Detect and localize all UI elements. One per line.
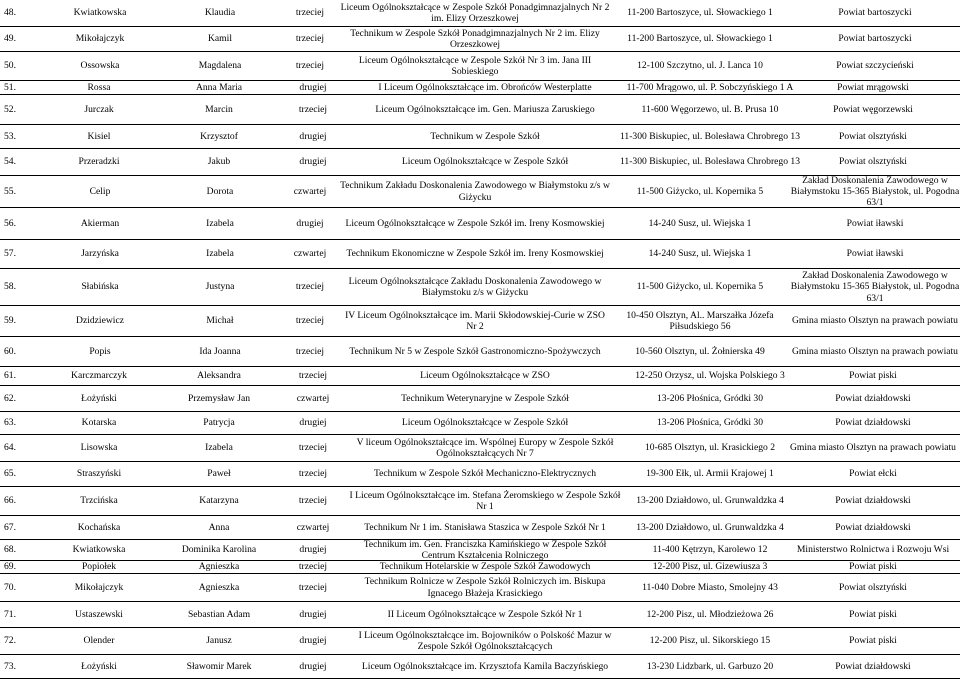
class-level-cell: drugiej: [299, 608, 327, 620]
surname-cell: Łożyński: [81, 392, 117, 404]
school-address-cell: 11-600 Węgorzewo, ul. B. Prusa 10: [641, 103, 779, 115]
first-name-cell: Jakub: [207, 156, 231, 168]
school-name-cell: Liceum Ogólnokształcące Zakładu Doskonalenia Zawodowego w Białymstoku z/s w Giżycku: [348, 275, 602, 298]
first-name-cell: Krzysztof: [200, 130, 238, 142]
school-name-cell: Liceum Ogólnokształcące w Zespole Szkół Ponadgimnazjalnych Nr 2 im. Elizy Orzeszkowej: [340, 1, 610, 24]
table-row: [0, 240, 960, 269]
class-level-cell: czwartej: [293, 185, 327, 197]
school-address-cell: 19-300 Ełk, ul. Armii Krajowej 1: [646, 468, 774, 480]
row-number-cell: 53.: [4, 130, 16, 142]
table-row: [0, 412, 960, 435]
school-address-cell: 10-685 Olsztyn, ul. Krasickiego 2: [644, 442, 776, 454]
row-number-cell: 73.: [4, 660, 16, 672]
school-address-cell: 10-560 Olsztyn, ul. Żołnierska 49: [635, 345, 765, 357]
surname-cell: Olender: [83, 635, 115, 647]
table-row: [0, 27, 960, 52]
table-row: [0, 516, 960, 540]
class-level-cell: trzeciej: [295, 33, 325, 45]
school-name-cell: Technikum Nr 5 w Zespole Szkół Gastronomiczno-Spożywczych: [349, 345, 601, 357]
table-row: [0, 149, 960, 176]
row-number-cell: 64.: [4, 442, 16, 454]
first-name-cell: Patrycja: [203, 417, 235, 429]
table-row: [0, 561, 960, 574]
table-row: [0, 176, 960, 208]
school-address-cell: 12-250 Orzysz, ul. Wojska Polskiego 3: [635, 370, 785, 382]
first-name-cell: Agnieszka: [198, 561, 240, 573]
governing-body-cell: Powiat ełcki: [849, 468, 897, 480]
school-name-cell: Liceum Ogólnokształcące im. Gen. Mariusza Zaruskiego: [375, 103, 595, 115]
governing-body-cell: Zakład Doskonalenia Zawodowego w Białymstoku 15-365 Białystok, ul. Pogodna 63/1: [790, 176, 960, 207]
school-name-cell: I Liceum Ogólnokształcące im. Stefana Żeromskiego w Zespole Szkół Nr 1: [349, 489, 621, 512]
school-address-cell: 11-040 Dobre Miasto, Smolejny 43: [642, 581, 778, 593]
surname-cell: Ustaszewski: [75, 608, 123, 620]
surname-cell: Dzidziewicz: [76, 315, 124, 327]
governing-body-cell: Powiat piski: [849, 370, 897, 382]
table-row: [0, 81, 960, 95]
class-level-cell: drugiej: [299, 130, 327, 142]
surname-cell: Trzcińska: [80, 495, 118, 507]
school-name-cell: Technikum w Zespole Szkół: [430, 130, 540, 142]
school-name-cell: Technikum Zakładu Doskonalenia Zawodowego w Białymstoku z/s w Giżycku: [340, 180, 610, 203]
surname-cell: Akierman: [80, 217, 120, 229]
row-number-cell: 52.: [4, 103, 16, 115]
school-address-cell: 11-200 Bartoszyce, ul. Słowackiego 1: [627, 7, 773, 19]
table-row: [0, 0, 960, 27]
governing-body-cell: Powiat działdowski: [835, 521, 911, 533]
class-level-cell: trzeciej: [298, 442, 328, 454]
school-name-cell: Technikum Rolnicze w Zespole Szkół Rolniczych im. Biskupa Ignacego Błażeja Krasickiego: [364, 576, 606, 599]
class-level-cell: trzeciej: [295, 345, 325, 357]
class-level-cell: drugiej: [299, 417, 327, 429]
row-number-cell: 58.: [4, 281, 16, 293]
surname-cell: Kwiatkowska: [73, 7, 127, 19]
class-level-cell: drugiej: [299, 81, 327, 93]
school-name-cell: Liceum Ogólnokształcące w ZSO: [420, 370, 550, 382]
school-address-cell: 13-206 Płośnica, Gródki 30: [656, 417, 764, 429]
governing-body-cell: Powiat piski: [849, 608, 897, 620]
class-level-cell: czwartej: [296, 392, 330, 404]
table-row: [0, 208, 960, 240]
school-address-cell: 13-206 Płośnica, Gródki 30: [656, 392, 764, 404]
surname-cell: Łożyński: [81, 660, 117, 672]
school-address-cell: 13-200 Działdowo, ul. Grunwaldzka 4: [636, 521, 784, 533]
surname-cell: Karczmarczyk: [71, 370, 127, 382]
table-row: [0, 540, 960, 561]
first-name-cell: Marcin: [205, 103, 233, 115]
row-number-cell: 65.: [4, 468, 16, 480]
surname-cell: Kochańska: [77, 521, 121, 533]
governing-body-cell: Powiat działdowski: [835, 495, 911, 507]
class-level-cell: czwartej: [293, 248, 327, 260]
class-level-cell: trzeciej: [298, 581, 328, 593]
row-number-cell: 50.: [4, 60, 16, 72]
first-name-cell: Agnieszka: [198, 581, 240, 593]
school-address-cell: 11-300 Biskupiec, ul. Bolesława Chrobrego 13: [619, 130, 801, 142]
school-address-cell: 12-200 Pisz, ul. Młodzieżowa 26: [646, 608, 774, 620]
first-name-cell: Sebastian Adam: [187, 608, 251, 620]
first-name-cell: Paweł: [207, 468, 231, 480]
governing-body-cell: Powiat działdowski: [835, 660, 911, 672]
class-level-cell: trzeciej: [298, 370, 328, 382]
surname-cell: Jarzyńska: [81, 248, 119, 260]
school-address-cell: 11-200 Bartoszyce, ul. Słowackiego 1: [627, 33, 773, 45]
school-name-cell: Technikum Weterynaryjne w Zespole Szkół: [401, 392, 569, 404]
row-number-cell: 55.: [4, 185, 16, 197]
governing-body-cell: Powiat iławski: [846, 248, 904, 260]
row-number-cell: 51.: [4, 81, 16, 93]
governing-body-cell: Powiat mrągowski: [837, 81, 909, 93]
surname-cell: Kotarska: [81, 417, 117, 429]
governing-body-cell: Powiat piski: [849, 561, 897, 573]
row-number-cell: 63.: [4, 417, 16, 429]
table-row: [0, 628, 960, 655]
class-level-cell: trzeciej: [295, 60, 325, 72]
table-row: [0, 602, 960, 628]
surname-cell: Mikołajczyk: [74, 581, 124, 593]
table-row: [0, 125, 960, 149]
governing-body-cell: Powiat olsztyński: [839, 156, 907, 168]
school-address-cell: 12-100 Szczytno, ul. J. Lanca 10: [637, 60, 763, 72]
school-address-cell: 14-240 Susz, ul. Wiejska 1: [648, 248, 752, 260]
school-name-cell: I Liceum Ogólnokształcące im. Obrońców Westerplatte: [378, 81, 592, 93]
row-number-cell: 57.: [4, 248, 16, 260]
table-row: [0, 574, 960, 602]
surname-cell: Kwiatkowska: [72, 544, 126, 556]
class-level-cell: drugiej: [299, 156, 327, 168]
class-level-cell: trzeciej: [295, 315, 325, 327]
class-level-cell: drugiej: [299, 544, 327, 556]
first-name-cell: Michał: [206, 315, 234, 327]
school-address-cell: 11-500 Giżycko, ul. Kopernika 5: [636, 185, 764, 197]
surname-cell: Popis: [89, 345, 111, 357]
table-row: [0, 367, 960, 386]
class-level-cell: drugiej: [299, 635, 327, 647]
table-row: [0, 269, 960, 306]
school-address-cell: 10-450 Olsztyn, Al.. Marszałka Józefa Piłsudskiego 56: [626, 309, 774, 332]
class-level-cell: trzeciej: [298, 561, 328, 573]
governing-body-cell: Powiat piski: [849, 635, 897, 647]
school-name-cell: Technikum w Zespole Szkół Mechaniczno-Elektrycznych: [373, 468, 597, 480]
table-row: [0, 52, 960, 81]
governing-body-cell: Powiat bartoszycki: [838, 7, 912, 19]
surname-cell: Celip: [89, 185, 111, 197]
school-address-cell: 13-200 Działdowo, ul. Grunwaldzka 4: [636, 495, 784, 507]
class-level-cell: drugiej: [296, 217, 324, 229]
school-name-cell: Technikum w Zespole Szkół Ponadgimnazjalnych Nr 2 im. Elizy Orzeszkowej: [350, 27, 600, 50]
governing-body-cell: Powiat węgorzewski: [833, 103, 913, 115]
surname-cell: Mikołajczyk: [75, 33, 125, 45]
row-number-cell: 70.: [4, 581, 16, 593]
surname-cell: Przeradzki: [78, 156, 120, 168]
row-number-cell: 54.: [4, 156, 16, 168]
table-row: [0, 306, 960, 337]
first-name-cell: Izabela: [206, 248, 234, 260]
table-row: [0, 95, 960, 125]
table-row: [0, 337, 960, 367]
class-level-cell: trzeciej: [298, 468, 328, 480]
first-name-cell: Izabela: [205, 442, 233, 454]
school-address-cell: 11-500 Giżycko, ul. Kopernika 5: [636, 281, 764, 293]
first-name-cell: Dominika Karolina: [181, 544, 257, 556]
first-name-cell: Aleksandra: [197, 370, 241, 382]
table-row: [0, 655, 960, 679]
school-name-cell: I Liceum Ogólnokształcące im. Bojowników o Polskość Mazur w Zespole Szkół Ogólnokształcących: [358, 629, 612, 652]
first-name-cell: Janusz: [206, 635, 232, 647]
first-name-cell: Kamil: [208, 33, 232, 45]
row-number-cell: 61.: [4, 370, 16, 382]
governing-body-cell: Powiat działdowski: [835, 417, 911, 429]
class-level-cell: trzeciej: [298, 495, 328, 507]
first-name-cell: Justyna: [205, 281, 235, 293]
row-number-cell: 67.: [4, 521, 16, 533]
governing-body-cell: Powiat olsztyński: [839, 581, 907, 593]
school-name-cell: II Liceum Ogólnokształcące w Zespole Szkół Nr 1: [387, 608, 583, 620]
school-address-cell: 12-200 Pisz, ul. Sikorskiego 15: [649, 635, 771, 647]
school-address-cell: 11-400 Kętrzyn, Karolewo 12: [652, 544, 768, 556]
governing-body-cell: Powiat szczycieński: [836, 60, 914, 72]
school-name-cell: Liceum Ogólnokształcące w Zespole Szkół im. Ireny Kosmowskiej: [345, 217, 605, 229]
class-level-cell: czwartej: [296, 521, 330, 533]
first-name-cell: Sławomir Marek: [186, 660, 252, 672]
school-address-cell: 11-700 Mrągowo, ul. P. Sobczyńskiego 1 A: [626, 81, 794, 93]
school-address-cell: 13-230 Lidzbark, ul. Garbuzo 20: [646, 660, 774, 672]
school-name-cell: Liceum Ogólnokształcące im. Krzysztofa Kamila Baczyńskiego: [361, 660, 609, 672]
surname-cell: Lisowska: [80, 442, 118, 454]
school-name-cell: IV Liceum Ogólnokształcące im. Marii Skłodowskiej-Curie w ZSO Nr 2: [345, 309, 605, 332]
first-name-cell: Katarzyna: [199, 495, 239, 507]
governing-body-cell: Zakład Doskonalenia Zawodowego w Białymstoku 15-365 Białystok, ul. Pogodna 63/1: [790, 270, 960, 304]
first-name-cell: Anna: [208, 521, 230, 533]
school-address-cell: 12-200 Pisz, ul. Gizewiusza 3: [652, 561, 768, 573]
row-number-cell: 56.: [4, 217, 16, 229]
surname-cell: Popiołek: [81, 561, 117, 573]
row-number-cell: 48.: [4, 7, 16, 19]
table-row: [0, 435, 960, 462]
table-row: [0, 386, 960, 412]
first-name-cell: Ida Joanna: [199, 345, 241, 357]
governing-body-cell: Powiat iławski: [846, 217, 904, 229]
school-name-cell: Liceum Ogólnokształcące w Zespole Szkół: [401, 417, 569, 429]
class-level-cell: trzeciej: [295, 7, 325, 19]
first-name-cell: Klaudia: [204, 7, 236, 19]
surname-cell: Jurczak: [84, 103, 114, 115]
class-level-cell: drugiej: [299, 660, 327, 672]
class-level-cell: trzeciej: [298, 103, 328, 115]
first-name-cell: Anna Maria: [195, 81, 243, 93]
first-name-cell: Magdalena: [198, 60, 242, 72]
governing-body-cell: Powiat bartoszycki: [838, 33, 912, 45]
school-name-cell: V liceum Ogólnokształcące im. Wspólnej Europy w Zespole Szkół Ogólnokształcących Nr 7: [356, 436, 614, 459]
school-name-cell: Liceum Ogólnokształcące w Zespole Szkół: [401, 156, 569, 168]
surname-cell: Straszyński: [76, 468, 122, 480]
school-address-cell: 11-300 Biskupiec, ul. Bolesława Chrobrego 13: [619, 156, 801, 168]
governing-body-cell: Ministerstwo Rolnictwa i Rozwoju Wsi: [796, 544, 950, 556]
school-name-cell: Technikum Nr 1 im. Stanisława Staszica w Zespole Szkół Nr 1: [364, 521, 606, 533]
school-name-cell: Technikum im. Gen. Franciszka Kamińskiego w Zespole Szkół Centrum Kształcenia Rolniczego: [363, 540, 607, 560]
row-number-cell: 62.: [4, 392, 16, 404]
school-name-cell: Technikum Hotelarskie w Zespole Szkół Zawodowych: [379, 561, 591, 573]
row-number-cell: 49.: [4, 33, 16, 45]
governing-body-cell: Powiat działdowski: [835, 392, 911, 404]
governing-body-cell: Powiat olsztyński: [839, 130, 907, 142]
surname-cell: Słabińska: [81, 281, 119, 293]
row-number-cell: 71.: [4, 608, 16, 620]
row-number-cell: 66.: [4, 495, 16, 507]
row-number-cell: 72.: [4, 635, 16, 647]
first-name-cell: Izabela: [206, 217, 234, 229]
table-row: [0, 487, 960, 516]
governing-body-cell: Gmina miasto Olsztyn na prawach powiatu: [792, 345, 958, 357]
school-address-cell: 14-240 Susz, ul. Wiejska 1: [648, 217, 752, 229]
first-name-cell: Przemysław Jan: [187, 392, 251, 404]
row-number-cell: 69.: [4, 561, 16, 573]
surname-cell: Kisiel: [87, 130, 111, 142]
governing-body-cell: Gmina miasto Olsztyn na prawach powiatu: [792, 315, 958, 327]
row-number-cell: 60.: [4, 345, 16, 357]
class-level-cell: trzeciej: [295, 281, 325, 293]
surname-cell: Rossa: [87, 81, 111, 93]
table-row: [0, 462, 960, 487]
school-name-cell: Liceum Ogólnokształcące w Zespole Szkół Nr 3 im. Jana III Sobieskiego: [358, 54, 592, 77]
school-name-cell: Technikum Ekonomiczne w Zespole Szkół im. Ireny Kosmowskiej: [346, 248, 604, 260]
row-number-cell: 68.: [4, 544, 16, 556]
surname-cell: Ossowska: [80, 60, 120, 72]
governing-body-cell: Gmina miasto Olsztyn na prawach powiatu: [790, 442, 956, 454]
first-name-cell: Dorota: [206, 185, 234, 197]
row-number-cell: 59.: [4, 315, 16, 327]
